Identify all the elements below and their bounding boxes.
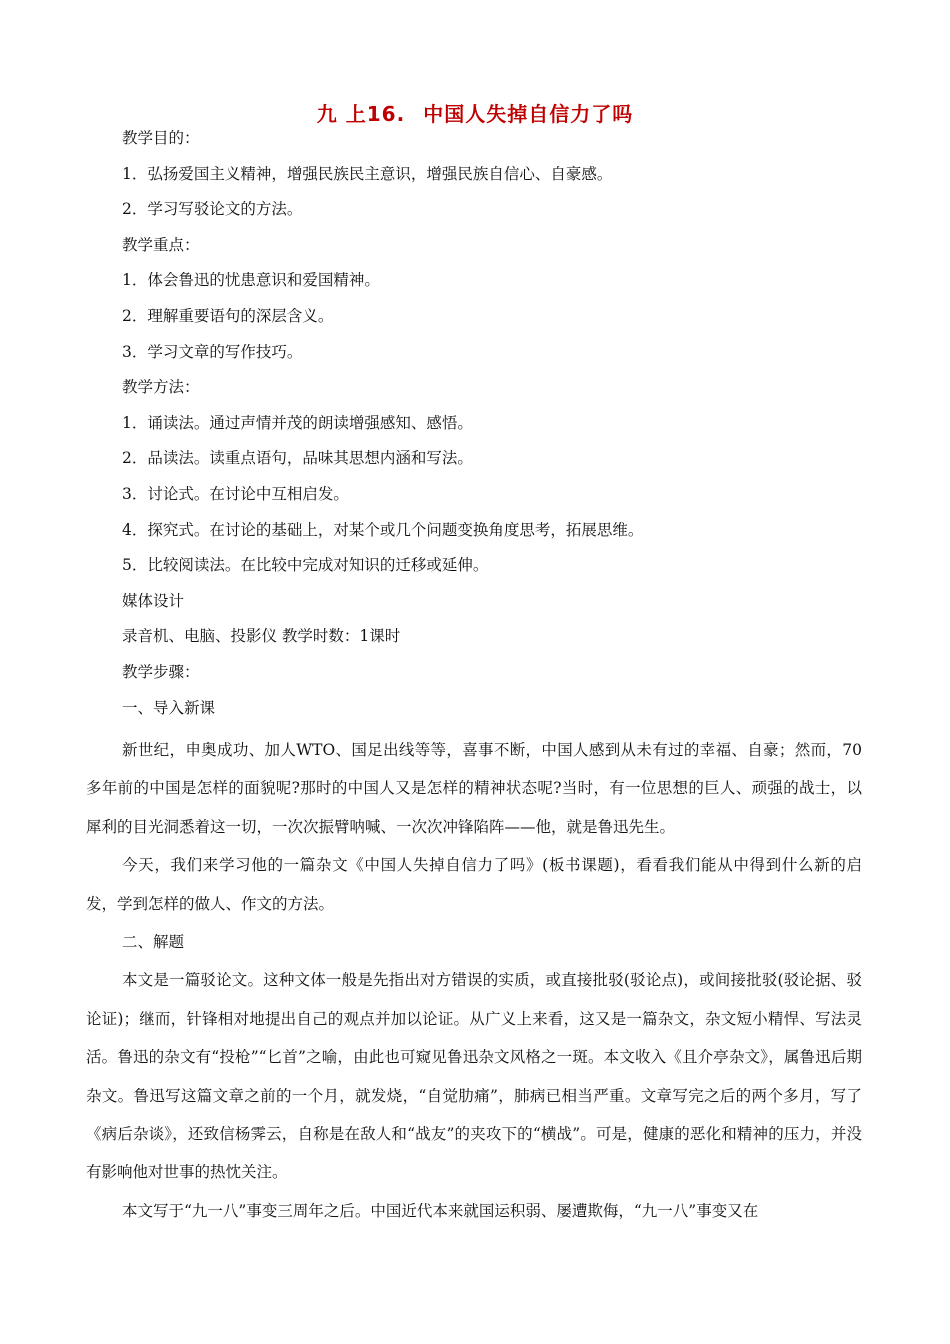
title-prefix: 九 上16. [316, 102, 406, 126]
paragraph: 今天，我们来学习他的一篇杂文《中国人失掉自信力了吗》(板书课题)，看看我们能从中得到什么新的启发，学到怎样的做人、作文的方法。 [86, 856, 862, 913]
list-item: 3．讨论式。在讨论中互相启发。 [122, 484, 349, 503]
section-heading: 一、导入新课 [122, 698, 216, 717]
list-item: 1．体会鲁迅的忧患意识和爱国精神。 [122, 271, 380, 290]
list-item: 2．理解重要语句的深层含义。 [122, 306, 334, 325]
section-heading: 教学步骤： [122, 662, 200, 681]
list-item: 4．探究式。在讨论的基础上，对某个或几个问题变换角度思考，拓展思维。 [122, 520, 644, 539]
section-heading: 二、解题 [122, 933, 185, 952]
section-heading: 教学重点： [122, 235, 200, 254]
list-item: 2．学习写驳论文的方法。 [122, 200, 303, 219]
paragraph: 本文是一篇驳论文。这种文体一般是先指出对方错误的实质，或直接批驳(驳论点)，或间接批驳(驳论据、驳论证)；继而，针锋相对地提出自己的观点并加以论证。从广义上来看，这又是一篇杂文，杂文短小精悍、写法灵活。鲁迅的杂文有“投枪”“匕首”之喻，由此也可窥见鲁迅杂文风格之一斑。本文收入《且介亭杂文》，属鲁迅后期杂文。鲁迅写这篇文章之前的一个月，就发烧，“自觉肋痛”，肺病已相当严重。文章写完之后的两个多月，写了《病后杂谈》，还致信杨霁云，自称是在敌人和“战友”的夹攻下的“横战”。可是，健康的恶化和精神的压力，并没有影响他对世事的热忱关注。 [86, 971, 862, 1182]
paragraph-intro [86, 731, 862, 1230]
section-heading: 教学方法： [122, 378, 200, 397]
list-item: 5．比较阅读法。在比较中完成对知识的迁移或延伸。 [122, 556, 489, 575]
list-item: 3．学习文章的写作技巧。 [122, 342, 303, 361]
section-heading: 教学目的： [122, 129, 200, 147]
paragraph: 本文写于“九一八”事变三周年之后。中国近代本来就国运积弱、屡遭欺侮，“九一八”事变又在 [122, 1201, 759, 1220]
list-item: 1．诵读法。通过声情并茂的朗读增强感知、感悟。 [122, 413, 473, 432]
paragraph: 新世纪，申奥成功、加人WTO、国足出线等等，喜事不断，中国人感到从未有过的幸福、自豪；然而，70多年前的中国是怎样的面貌呢?那时的中国人又是怎样的精神状态呢?当时，有一位思想的巨人、顽强的战士，以犀利的目光洞悉着这一切，一次次振臂呐喊、一次次冲锋陷阵——他，就是鲁迅先生。 [86, 741, 862, 836]
section-heading: 媒体设计 [122, 591, 185, 610]
text-line: 录音机、电脑、投影仪 教学时数：1课时 [122, 627, 401, 646]
list-item: 2．品读法。读重点语句，品味其思想内涵和写法。 [122, 449, 473, 468]
list-item: 1．弘扬爱国主义精神，增强民族民主意识，增强民族自信心、自豪感。 [122, 164, 613, 183]
document-body [122, 120, 862, 725]
title-main: 中国人失掉自信力了吗 [423, 102, 634, 126]
